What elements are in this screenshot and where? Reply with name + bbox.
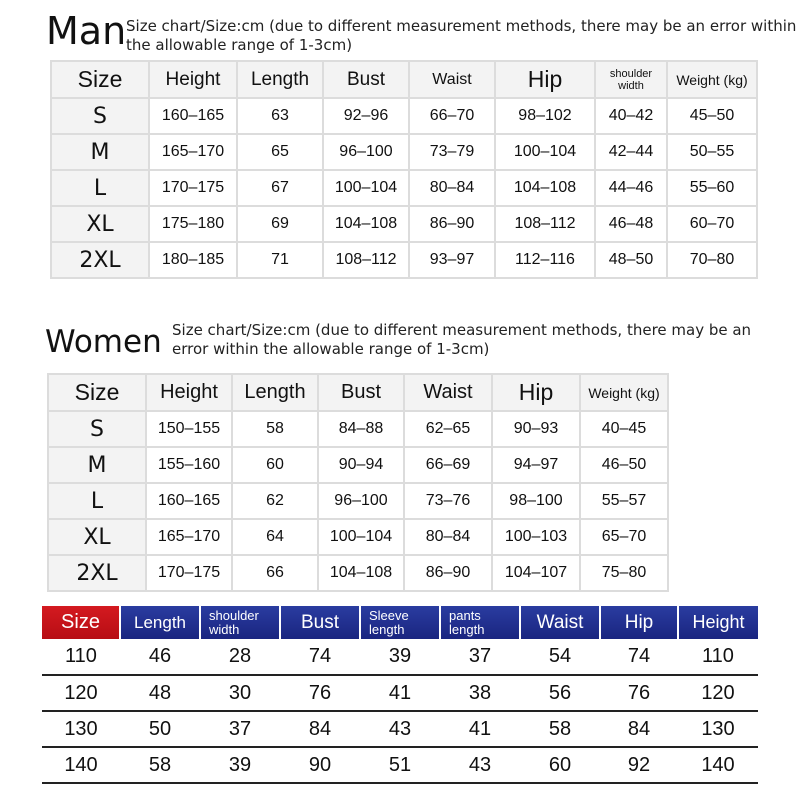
kids-header-height: Height — [678, 606, 758, 639]
table-cell: 110 — [42, 639, 120, 675]
table-cell: 41 — [440, 711, 520, 747]
table-cell: 64 — [232, 519, 318, 555]
table-cell: 63 — [237, 98, 323, 134]
table-row — [42, 675, 758, 711]
table-cell: 90 — [280, 747, 360, 783]
table-cell: 66–70 — [409, 98, 495, 134]
table-cell: 67 — [237, 170, 323, 206]
table-cell: 75–80 — [580, 555, 668, 591]
size-cell: M — [51, 134, 149, 170]
table-row — [48, 447, 668, 483]
table-cell: 43 — [360, 711, 440, 747]
table-cell: 58 — [120, 747, 200, 783]
men-title: Man — [46, 9, 127, 53]
men-header-shoulder-width: shoulder width — [595, 61, 667, 98]
kids-size-table — [42, 606, 758, 784]
table-cell: 98–102 — [495, 98, 595, 134]
table-cell: 73–76 — [404, 483, 492, 519]
table-cell: 54 — [520, 639, 600, 675]
table-cell: 104–108 — [495, 170, 595, 206]
size-cell: XL — [48, 519, 146, 555]
table-cell: 76 — [600, 675, 678, 711]
table-cell: 37 — [200, 711, 280, 747]
table-cell: 150–155 — [146, 411, 232, 447]
table-cell: 62 — [232, 483, 318, 519]
table-cell: 50 — [120, 711, 200, 747]
table-cell: 51 — [360, 747, 440, 783]
table-cell: 28 — [200, 639, 280, 675]
table-cell: 100–104 — [318, 519, 404, 555]
table-cell: 65 — [237, 134, 323, 170]
table-cell: 71 — [237, 242, 323, 278]
women-size-table — [47, 373, 669, 592]
table-cell: 55–60 — [667, 170, 757, 206]
table-cell: 165–170 — [149, 134, 237, 170]
table-cell: 110 — [678, 639, 758, 675]
kids-header-hip: Hip — [600, 606, 678, 639]
table-cell: 160–165 — [146, 483, 232, 519]
size-cell: S — [48, 411, 146, 447]
table-row — [42, 711, 758, 747]
table-row — [42, 639, 758, 675]
table-cell: 40–45 — [580, 411, 668, 447]
table-cell: 96–100 — [318, 483, 404, 519]
men-header-height: Height — [149, 61, 237, 98]
women-header-weight: Weight (kg) — [580, 374, 668, 411]
table-cell: 84 — [600, 711, 678, 747]
women-header-bust: Bust — [318, 374, 404, 411]
women-header-waist: Waist — [404, 374, 492, 411]
table-cell: 92–96 — [323, 98, 409, 134]
table-cell: 74 — [600, 639, 678, 675]
table-cell: 112–116 — [495, 242, 595, 278]
women-title: Women — [45, 324, 162, 360]
table-cell: 90–94 — [318, 447, 404, 483]
table-cell: 30 — [200, 675, 280, 711]
men-note-line2: the allowable range of 1-3cm) — [126, 36, 353, 54]
table-cell: 44–46 — [595, 170, 667, 206]
table-cell: 165–170 — [146, 519, 232, 555]
men-header-waist: Waist — [409, 61, 495, 98]
table-cell: 86–90 — [409, 206, 495, 242]
men-note — [126, 17, 796, 55]
women-note-line1: Size chart/Size:cm (due to different measurement methods, there may be an — [172, 321, 752, 339]
table-row — [42, 747, 758, 783]
table-cell: 104–108 — [323, 206, 409, 242]
women-header-height: Height — [146, 374, 232, 411]
table-row — [48, 411, 668, 447]
table-row — [51, 134, 757, 170]
men-size-table — [50, 60, 758, 279]
table-cell: 74 — [280, 639, 360, 675]
table-cell: 90–93 — [492, 411, 580, 447]
table-cell: 170–175 — [149, 170, 237, 206]
table-cell: 140 — [678, 747, 758, 783]
men-header-hip: Hip — [495, 61, 595, 98]
table-row — [51, 206, 757, 242]
table-cell: 39 — [360, 639, 440, 675]
men-header-weight: Weight (kg) — [667, 61, 757, 98]
table-cell: 39 — [200, 747, 280, 783]
table-cell: 108–112 — [323, 242, 409, 278]
table-cell: 96–100 — [323, 134, 409, 170]
table-cell: 60 — [232, 447, 318, 483]
table-cell: 38 — [440, 675, 520, 711]
men-note-line1: Size chart/Size:cm (due to different measurement methods, there may be an error within — [126, 17, 797, 35]
table-row — [48, 519, 668, 555]
kids-header-length: Length — [120, 606, 200, 639]
table-cell: 62–65 — [404, 411, 492, 447]
size-cell: 2XL — [48, 555, 146, 591]
table-cell: 98–100 — [492, 483, 580, 519]
table-cell: 170–175 — [146, 555, 232, 591]
table-cell: 56 — [520, 675, 600, 711]
table-cell: 84 — [280, 711, 360, 747]
size-cell: M — [48, 447, 146, 483]
table-cell: 94–97 — [492, 447, 580, 483]
table-cell: 100–103 — [492, 519, 580, 555]
table-cell: 160–165 — [149, 98, 237, 134]
kids-header-shoulder-width: shoulder width — [200, 606, 280, 639]
table-cell: 93–97 — [409, 242, 495, 278]
kids-header-pants-length: pants length — [440, 606, 520, 639]
size-cell: S — [51, 98, 149, 134]
table-row — [48, 555, 668, 591]
table-cell: 40–42 — [595, 98, 667, 134]
size-cell: XL — [51, 206, 149, 242]
table-cell: 46–48 — [595, 206, 667, 242]
size-cell: L — [48, 483, 146, 519]
table-cell: 180–185 — [149, 242, 237, 278]
men-header-bust: Bust — [323, 61, 409, 98]
table-cell: 48–50 — [595, 242, 667, 278]
table-cell: 70–80 — [667, 242, 757, 278]
table-cell: 100–104 — [495, 134, 595, 170]
women-note — [172, 321, 751, 359]
women-header-size: Size — [48, 374, 146, 411]
kids-header-bust: Bust — [280, 606, 360, 639]
table-cell: 175–180 — [149, 206, 237, 242]
table-cell: 140 — [42, 747, 120, 783]
table-row — [51, 242, 757, 278]
table-cell: 80–84 — [404, 519, 492, 555]
table-cell: 104–107 — [492, 555, 580, 591]
women-header-hip: Hip — [492, 374, 580, 411]
women-header-length: Length — [232, 374, 318, 411]
table-cell: 104–108 — [318, 555, 404, 591]
table-cell: 43 — [440, 747, 520, 783]
table-cell: 41 — [360, 675, 440, 711]
table-row — [51, 170, 757, 206]
table-cell: 46 — [120, 639, 200, 675]
table-cell: 60 — [520, 747, 600, 783]
table-cell: 69 — [237, 206, 323, 242]
table-cell: 50–55 — [667, 134, 757, 170]
table-cell: 130 — [678, 711, 758, 747]
table-cell: 155–160 — [146, 447, 232, 483]
size-cell: 2XL — [51, 242, 149, 278]
women-note-line2: error within the allowable range of 1-3cm) — [172, 340, 490, 358]
table-row — [48, 483, 668, 519]
kids-header-sleeve-length: Sleeve length — [360, 606, 440, 639]
table-cell: 76 — [280, 675, 360, 711]
kids-header-size: Size — [42, 606, 120, 639]
table-cell: 92 — [600, 747, 678, 783]
table-cell: 84–88 — [318, 411, 404, 447]
table-cell: 130 — [42, 711, 120, 747]
table-cell: 65–70 — [580, 519, 668, 555]
table-cell: 80–84 — [409, 170, 495, 206]
table-cell: 37 — [440, 639, 520, 675]
men-header-length: Length — [237, 61, 323, 98]
kids-header-waist: Waist — [520, 606, 600, 639]
table-cell: 66 — [232, 555, 318, 591]
table-cell: 58 — [520, 711, 600, 747]
table-cell: 55–57 — [580, 483, 668, 519]
table-cell: 46–50 — [580, 447, 668, 483]
table-cell: 48 — [120, 675, 200, 711]
men-header-size: Size — [51, 61, 149, 98]
table-cell: 100–104 — [323, 170, 409, 206]
table-cell: 108–112 — [495, 206, 595, 242]
table-cell: 60–70 — [667, 206, 757, 242]
size-cell: L — [51, 170, 149, 206]
table-cell: 86–90 — [404, 555, 492, 591]
table-cell: 120 — [42, 675, 120, 711]
table-cell: 45–50 — [667, 98, 757, 134]
table-row — [51, 98, 757, 134]
table-cell: 58 — [232, 411, 318, 447]
table-cell: 120 — [678, 675, 758, 711]
table-cell: 66–69 — [404, 447, 492, 483]
table-cell: 42–44 — [595, 134, 667, 170]
table-cell: 73–79 — [409, 134, 495, 170]
